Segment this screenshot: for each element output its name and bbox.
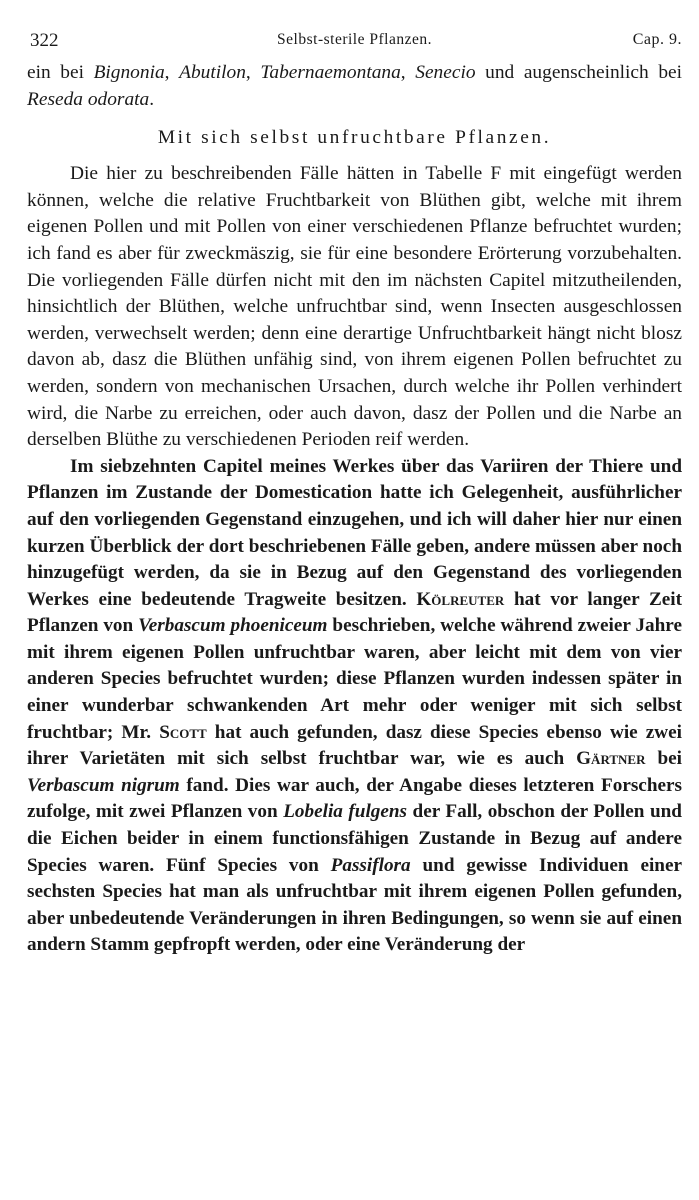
running-title: Selbst-sterile Pflanzen.	[277, 31, 432, 48]
species-name: Lobelia fulgens	[283, 801, 408, 823]
text-run: ,	[400, 62, 416, 83]
text-run: beschrieben, welche während zweier Jahre mit ihrem eigenen Pollen unfruchtbar waren, aber leicht mit dem von vier anderen Species befruchtet wurden; diese Pflanzen wurden indessen später in einer wunderbar schwankenden Art mehr oder weniger mit sich selbst fruchtbar; Mr.	[27, 615, 682, 743]
book-page	[27, 30, 682, 959]
genus-name: Senecio	[415, 62, 476, 83]
author-name: Kölreuter	[416, 588, 505, 610]
genus-name: Bignonia	[93, 62, 165, 83]
species-name: Verbascum nigrum	[27, 774, 180, 796]
page-number: 322	[30, 30, 59, 51]
text-run: der Fall, obschon der Pollen und die Eichen beider in einem functionsfähigen Zustande in Bezug auf andere Species waren. Fünf Species von	[27, 801, 682, 876]
species-name: Verbascum phoeniceum	[138, 615, 328, 637]
text-run: fand. Dies war auch, der Angabe dieses letzteren Forschers zufolge, mit zwei Pflanzen von	[27, 774, 682, 823]
text-run: Im siebzehnten Capitel meines Werkes über das Variiren der Thiere und Pflanzen im Zustande der Domestication hatte ich Gelegenheit, ausführlicher auf den vorliegenden Gegenstand einzugehen, und ich will daher hier nur einen kurzen Überblick der dort beschriebenen Fälle geben, andere müssen aber noch hinzugefügt werden, da sie in Bezug auf den Gegenstand des vorliegenden Werkes eine bedeutende Tragweite besitzen.	[27, 455, 682, 610]
section-heading: Mit sich selbst unfruchtbare Pflanzen.	[157, 127, 552, 149]
species-name: Reseda odorata	[27, 88, 150, 110]
body-text	[27, 60, 682, 959]
text-run: ein bei	[27, 62, 94, 83]
intro-continuation	[27, 60, 682, 113]
running-head	[27, 30, 682, 60]
author-name: Scott	[159, 721, 207, 743]
text-run: hat auch gefunden, dasz diese Species ebenso wie zwei ihrer Varietäten mit sich selbst fruchtbar war, wie es auch	[27, 721, 682, 770]
genus-name: Abutilon	[179, 62, 246, 83]
chapter-reference: Cap. 9.	[632, 31, 682, 48]
text-run: ,	[245, 62, 261, 83]
text-run: .	[149, 88, 155, 110]
text-run: und augenscheinlich bei	[475, 62, 683, 83]
text-run: hat vor langer Zeit Pflanzen von	[27, 588, 682, 637]
text-run: ,	[164, 62, 180, 83]
text-run: bei	[645, 748, 682, 770]
genus-name: Tabernaemontana	[260, 62, 401, 83]
text-run: und gewisse Individuen einer sechsten Species hat man als unfruchtbar mit ihrem eigenen Pollen gefunden, aber unbedeutende Veränderungen in ihren Bedingungen, so wenn sie auf einen andern Stamm gepfropft werden, oder eine Veränderung der	[27, 854, 682, 956]
paragraph-1: Die hier zu beschreibenden Fälle hätten in Tabelle F mit eingefügt werden können, welche die relative Fruchtbarkeit von Blüthen gibt, welche mit ihrem eigenen Pollen und mit Pollen von einer verschiedenen Pflanze befruchtet wurden; ich fand es aber für zweckmäszig, sie für eine besondere Erörterung vorzubehalten. Die vorliegenden Fälle dürfen nicht mit den im nächsten Capitel mitzutheilenden, hinsichtlich der Blüthen, welche unfruchtbar sind, wenn Insecten ausgeschlossen werden, verwechselt werden; denn eine derartige Unfruchtbarkeit hängt nicht blosz davon ab, dasz die Blüthen unfähig sind, von ihrem eigenen Pollen befruchtet zu werden, sondern von mechanischen Ursachen, durch welche ihr Pollen verhindert wird, die Narbe zu erreichen, oder auch davon, dasz der Pollen und die Narbe an derselben Blüthe zu verschiedenen Perioden reif werden.	[27, 163, 682, 451]
author-name: Gärtner	[576, 748, 646, 770]
genus-name: Passiflora	[330, 854, 411, 876]
paragraph-2	[27, 454, 682, 959]
